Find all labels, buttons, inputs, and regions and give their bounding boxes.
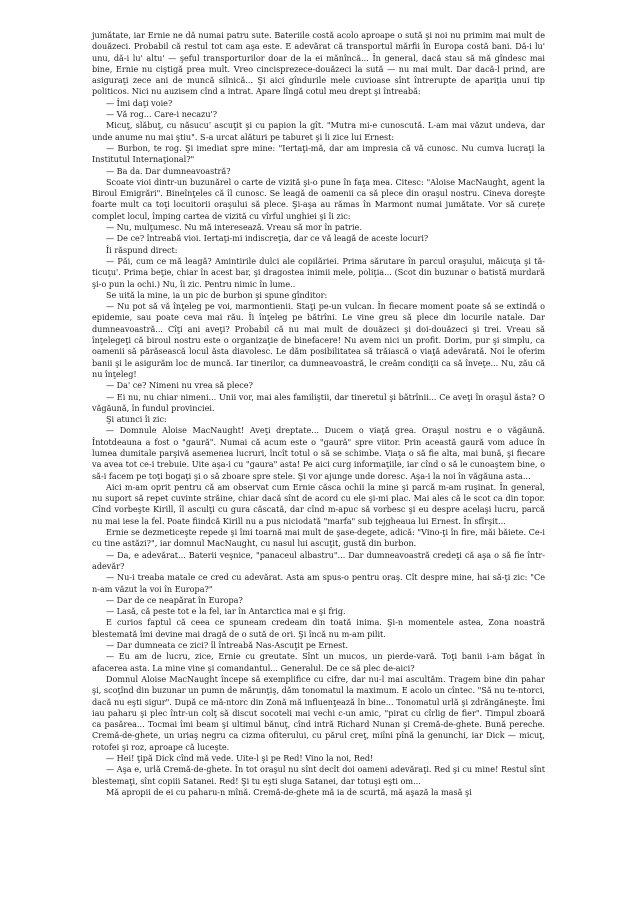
paragraph: — Da, e adevărat... Baterii veşnice, "panaceul albastru"... Dar dumneavoastră credeţi că aşa o să fie într-adevăr? [92, 549, 545, 571]
paragraph: — Aşa e, urlă Cremă-de-ghete. În tot oraşul nu sînt decît doi oameni adevăraţi. Red şi cu mine! Restul sînt blestemaţi, sînt copiii Satanei. Red! Şi tu eşti sluga Satanei, dar totuşi eşti om... [92, 764, 545, 786]
paragraph: Domnul Aloise MacNaught începe să exemplifice cu cifre, dar nu-l mai ascultăm. Tragem bine din pahar şi, scoţînd din buzunar un pumn de mărunţiş, dăm tonomatul la maximum. E acolo un cîntec. "Să nu te-ntorci, dacă nu eşti sigur". După ce mă-ntorc din Zonă mă influenţează în bine... Tonomatul urlă şi zdrăngăneşte. Îmi iau paharu şi plec într-un colţ să discut socoteli mai vechi c-un amic, "pirat cu cîrlig de fier". Timpul zboară ca pasărea... Tocmai îmi beam şi ultimul bănuţ, cînd intră Richard Nunan şi Cremă-de-ghete. Bună pereche. Cremă-de-ghete, un uriaş negru ca cizma ofiterului, cu părul creţ, miîni pînă la genunchi, iar Dick — micuţ, rotofei şi roz, aproape că luceşte. [92, 673, 545, 752]
paragraph: Aici m-am oprit pentru că am observat cum Ernie căsca ochii la mine şi parcă m-am ruşinat. În general, nu suport să repet cuvinte străine, chiar dacă sînt de acord cu ele şi-mi plac. Mai ales că le scot ca din topor. Cînd vorbeşte Kirill, îl asculţi cu gura căscată, dar cînd m-apuc să vorbesc şi eu despre acelaşi lucru, parcă nu mai iese la fel. Poate fiindcă Kirill nu a pus niciodată "marfa" sub tejgheaua lui Ernest. În sfîrşit... [92, 481, 545, 526]
document-page [92, 30, 545, 798]
paragraph: — Păi, cum ce mă leagă? Amintirile dulci ale copilăriei. Prima sărutare în parcul oraşului, măicuţa şi tă-ticuţu'. Prima beţie, chiar în acest bar, şi dragostea inimii mele, poliţia... (Scot din buzunar o batistă murdară şi-o pun la ochi.) Nu, îi zic. Pentru nimic în lume.. [92, 255, 545, 289]
paragraph: — Dar de ce neapărat în Europa? [106, 594, 243, 605]
paragraph: Şi atunci îi zic: [106, 414, 167, 425]
paragraph: Scoate vioi dintr-un buzunărel o carte de vizită şi-o pune în faţa mea. Citesc: "Aloise MacNaught, agent la Biroul Emigrări". Bineînţeles că îl cunosc. Se leagă de oamenii ca să plece din oraşul nostru. Cineva doreşte foarte mult ca toţi locuitorii oraşului să plece. Şi-aşa au rămas în Marmont numai jumătate. Vor să curețe complet locul, împing cartea de vizită cu vîrful unghiei şi îi zic: [92, 176, 545, 221]
paragraph: — Dar dumneata ce zici? îl întreabă Nas-Ascuţit pe Ernest. [106, 640, 349, 651]
paragraph: — Da' ce? Nimeni nu vrea să plece? [106, 380, 253, 391]
paragraph: — Ei nu, nu chiar nimeni... Unii vor, mai ales familiştii, dar tineretul şi bătrînii... Ce aveţi în oraşul ăsta? O văgăună, în fundul provinciei. [92, 391, 545, 413]
paragraph: — Eu am de lucru, zice, Ernie cu greutate. Sînt un mucos, un pierde-vară. Toţi banii i-am băgat în afacerea asta. La mine vine şi comandantul... Generalul. De ce să plec de-aici? [92, 651, 545, 673]
paragraph: — Hei! ţipă Dick cînd mă vede. Uite-l şi pe Red! Vino la noi, Red! [106, 753, 374, 763]
paragraph: Se uită la mine, ia un pic de burbon şi spune gînditor: [106, 289, 328, 300]
paragraph: — Nu-i treaba matale ce cred cu adevărat. Asta am spus-o pentru oraş. Cît despre mine, hai să-ţi zic: "Ce n-am văzut la voi în Europa?" [92, 572, 545, 594]
paragraph: Ernie se dezmeticeşte repede şi îmi toarnă mai mult de şase-degete, adică: "Vino-ţi în fire, măi băiete. Ce-i cu tine astăzi?", iar domnul MacNaught, cu nasul lui ascuţit, gustă din burbon. [92, 527, 545, 549]
paragraph: — De ce? întreabă vioi. Iertaţi-mi indiscreţia, dar ce vă leagă de aceste locuri? [106, 233, 429, 244]
paragraph: — Vă rog... Care-i necazu'? [106, 109, 218, 120]
paragraph: — Îmi daţi voie? [106, 97, 173, 108]
paragraph: Micuţ, slăbuţ, cu năsucu' ascuţit şi cu papion la gît. "Mutra mi-e cunoscută. L-am mai văzut undeva, dar unde anume nu mai ştiu". S-a urcat alături pe taburet şi îi zice lui Ernest: [92, 120, 545, 142]
paragraph: E curios faptul că ceea ce spuneam credeam din toată inima. Şi-n momentele astea, Zona noastră blestemată îmi devine mai dragă de o sută de ori. Şi încă nu m-am pilit. [92, 617, 545, 639]
paragraph: — Nu, mulţumesc. Nu mă interesează. Vreau să mor în patrie. [106, 222, 362, 233]
paragraph: Mă apropii de ei cu paharu-n mînă. Cremă-de-ghete mă ia de scurtă, mă aşază la masă şi [106, 786, 472, 797]
paragraph: — Burbon, te rog. Şi imediat spre mine: "Iertaţi-mă, dar am impresia că vă cunosc. Nu cumva lucraţi la Institutul Internaţional?" [92, 142, 545, 165]
paragraph: — Ba da. Dar dumneavoastră? [106, 165, 231, 176]
paragraph: jumătate, iar Ernie ne dă numai patru sute. Bateriile costă acolo aproape o sută şi noi nu primim mai mult de douăzeci. Probabil că restul tot cam aşa este. E adevărat că transportul mărfii în Europa costă bani. Dă-i lu' unu, dă-i lu' altu' — şeful transporturilor doar de la ei mănîncă... În general, dacă stau să mă gîndesc mai bine, Ernie nu ciştigă prea mult. Vreo cincisprezece-douăzeci la sută — nu mai mult. Dar dacă-l prind, are asiguraţi zece ani de muncă silnică... Şi aici gîndurile mele cuvioase sînt întrerupte de apariţia unui tip politicos. Nici nu auzisem cînd a intrat. Apare lîngă cotul meu drept şi întreabă: [92, 30, 545, 97]
paragraph: — Nu pot să vă înţeleg pe voi, marmontienii. Staţi pe-un vulcan. În fiecare moment poate să se extindă o epidemie, sau poate ceva mai rău. Îi înţeleg pe bătrîni. Le vine greu să plece din locurile natale. Dar dumneavoastră... Cîţi ani aveţi? Probabil că nu mai mult de douăzeci şi doi-douăzeci şi trei. Vreau să înţelegeţi că biroul nostru este o organizaţie de binefacere! Nu avem nici un profit. Dorim, pur şi simplu, ca oamenii să părăsească locul ăsta diavolesc. Le dăm posibilitatea să trăiască o viaţă adevărată. Noi le oferim banii şi le asigurăm loc de muncă. Iar tinerilor, ca dumneavoastră, le creăm condiţii ca să înveţe... Nu, zău că nu înţeleg! [92, 301, 545, 379]
paragraph: — Domnule Aloise MacNaught! Aveţi dreptate... Ducem o viaţă grea. Oraşul nostru e o văgăună. Întotdeauna a fost o "gaură". Numai că acum este o "gaură" spre viitor. Prin această gaură vom aduce în lumea dumitale parşivă asemenea lucruri, încît totul o să se schimbe. Viaţa o să fie alta, mai bună, şi fiecare va avea tot ce-i trebuie. Uite aşa-i cu "gaura" asta! Pe aici curg informaţiile, iar cînd o să le cunoaştem bine, o să-i facem pe toţi bogaţi şi o să zboare spre stele. Şi vor ajunge unde doresc. Aşa-i la noi în văgăuna asta... [92, 425, 545, 481]
paragraph: Îi răspund direct: [106, 244, 178, 255]
paragraph: — Lasă, că peste tot e la fel, iar în Antarctica mai e şi frig. [106, 606, 346, 617]
